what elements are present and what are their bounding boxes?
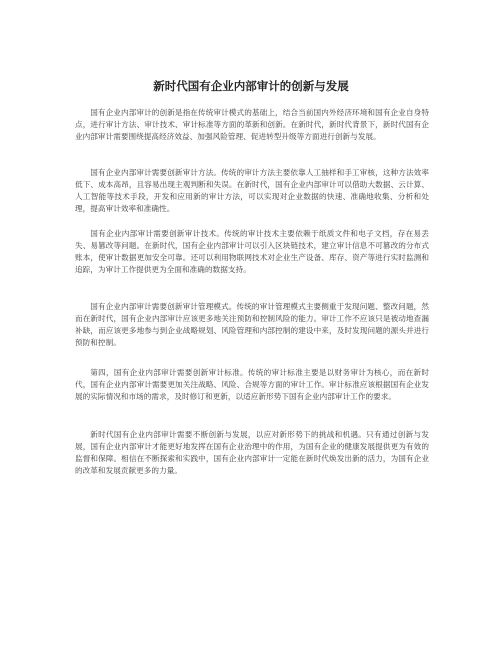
paragraph-6: 新时代国有企业内部审计需要不断创新与发展，以应对新形势下的挑战和机遇。只有通过创新与发展，国有企业内部审计才能更好地发挥在国有企业治理中的作用，为国有企业的健康发展提供更为有效的监督和保障。相信在不断探索和实践中，国有企业内部审计一定能在新时代焕发出新的活力，为国有企业的改革和发展贡献更多的力量。 [75,430,429,476]
paragraph-2: 国有企业内部审计需要创新审计方法。传统的审计方法主要依靠人工抽样和手工审核，这种方法效率低下、成本高昂，且容易出现主观判断和失误。在新时代，国有企业内部审计可以借助大数据、云计算、人工智能等技术手段，开发和应用新的审计方法，可以实现对企业数据的快速、准确地收集、分析和处理，提高审计效率和准确性。 [75,168,429,214]
document-title: 新时代国有企业内部审计的创新与发展 [153,79,349,93]
paragraph-5: 第四，国有企业内部审计需要创新审计标准。传统的审计标准主要是以财务审计为核心，而在新时代，国有企业内部审计需要更加关注战略、风险、合规等方面的审计工作。审计标准应该根据国有企业发展的实际情况和市场的需求，及时修订和更新，以适应新形势下国有企业内部审计工作的要求。 [75,368,429,402]
paragraph-4: 国有企业内部审计需要创新审计管理模式。传统的审计管理模式主要侧重于发现问题、整改问题，然而在新时代，国有企业内部审计应该更多地关注预防和控制风险的能力。审计工作不应该只是被动地查漏补缺，而应该更多地参与到企业战略规划、风险管理和内部控制的建设中来，及时发现问题的源头并进行预防和控制。 [75,302,429,348]
paragraph-3: 国有企业内部审计需要创新审计技术。传统的审计技术主要依赖于纸质文件和电子文档，存在易丢失、易篡改等问题。在新时代，国有企业内部审计可以引入区块链技术，建立审计信息不可篡改的分布式账本，使审计数据更加安全可靠。还可以利用物联网技术对企业生产设备、库存、资产等进行实时监测和追踪，为审计工作提供更为全面和准确的数据支持。 [75,229,429,275]
paragraph-1: 国有企业内部审计的创新是指在传统审计模式的基础上，结合当前国内外经济环境和国有企业自身特点，进行审计方法、审计技术、审计标准等方面的革新和创新。在新时代，新时代背景下，新时代国有企业内部审计需要围绕提高经济效益、加强风险管理、促进转型升级等方面进行创新与发展。 [75,108,429,142]
